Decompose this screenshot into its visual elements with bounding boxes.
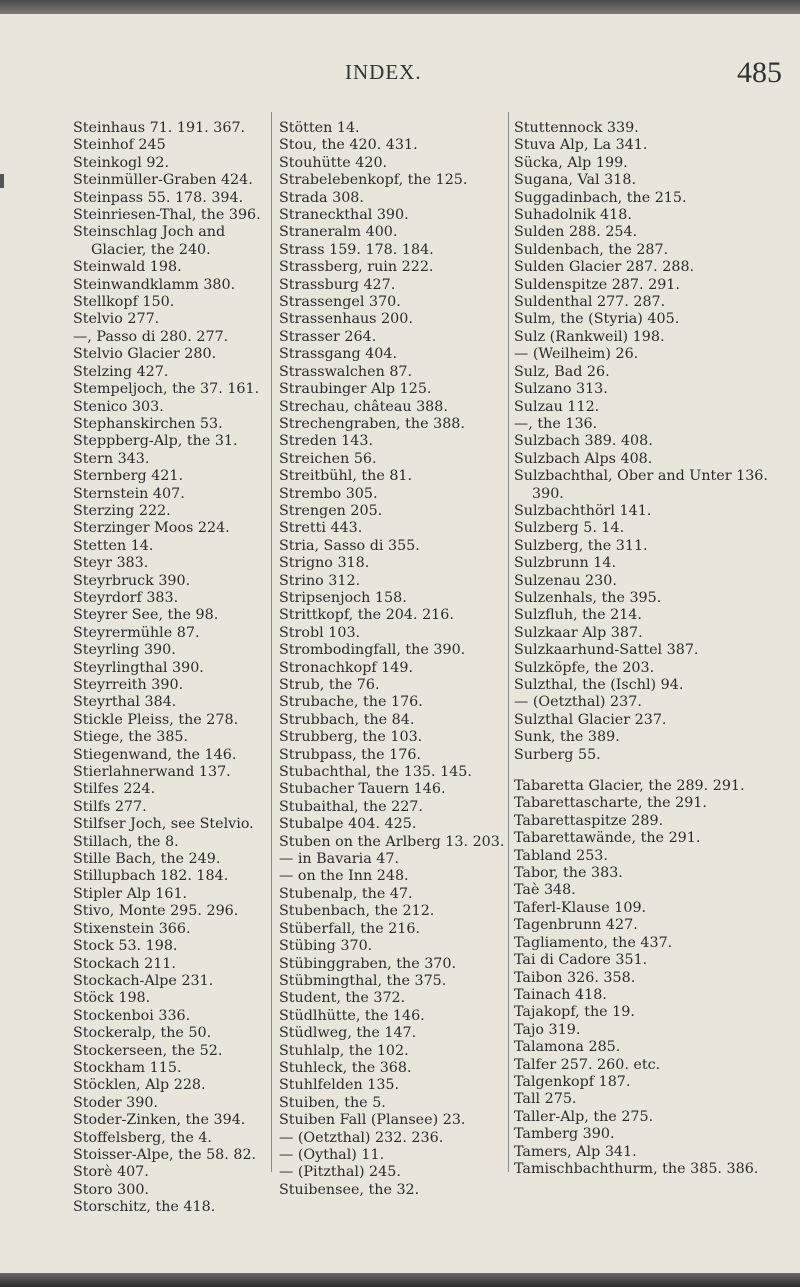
index-entry: Strassgang 404. <box>279 346 397 363</box>
index-entry: Stern 343. <box>73 450 150 467</box>
index-entry: Stübmingthal, the 375. <box>279 972 447 989</box>
index-entry: Sulzköpfe, the 203. <box>514 659 655 676</box>
index-entry: Sulzbachthörl 141. <box>514 502 652 519</box>
index-entry: Stockham 115. <box>73 1059 182 1076</box>
index-entry: Stipler Alp 161. <box>73 885 188 902</box>
index-entry: Stüberfall, the 216. <box>279 920 421 937</box>
index-entry: Strassenhaus 200. <box>279 311 413 328</box>
index-entry: Sücka, Alp 199. <box>514 154 628 171</box>
index-entry: —, Passo di 280. 277. <box>73 328 229 345</box>
index-entry: Storschitz, the 418. <box>73 1199 216 1216</box>
index-entry: Sulzkaarhund-Sattel 387. <box>514 642 699 659</box>
index-entry: Tagenbrunn 427. <box>514 917 638 934</box>
index-entry: Stiege, the 385. <box>73 729 189 746</box>
index-entry: Stockeralp, the 50. <box>73 1025 212 1042</box>
index-entry: Surberg 55. <box>514 746 601 763</box>
index-entry: Stoder 390. <box>73 1094 158 1111</box>
index-entry: Stilfs 277. <box>73 798 147 815</box>
index-entry: Strembo 305. <box>279 485 378 502</box>
index-entry: Stelvio 277. <box>73 311 160 328</box>
running-head: INDEX. <box>345 60 422 84</box>
index-entry: Strechau, château 388. <box>279 398 448 415</box>
index-entry: Steyrermühle 87. <box>73 624 200 641</box>
index-entry: Stöcklen, Alp 228. <box>73 1077 206 1094</box>
index-entry: Steyrer See, the 98. <box>73 607 219 624</box>
index-entry: Stuibensee, the 32. <box>279 1181 420 1198</box>
index-entry: Stoffelsberg, the 4. <box>73 1129 212 1146</box>
index-entry: Strubache, the 176. <box>279 694 423 711</box>
index-entry: Tabor, the 383. <box>514 865 623 882</box>
index-entry: Stuva Alp, La 341. <box>514 137 648 154</box>
index-entry: Stoisser-Alpe, the 58. 82. <box>73 1146 257 1163</box>
index-entry: Stenico 303. <box>73 398 164 415</box>
index-entry: Stetten 14. <box>73 537 154 554</box>
index-entry: Sterzing 222. <box>73 502 171 519</box>
index-entry: Stuhlalp, the 102. <box>279 1042 409 1059</box>
index-entry: Tabland 253. <box>514 847 608 864</box>
index-entry: Sternstein 407. <box>73 485 185 502</box>
index-entry: Steyrreith 390. <box>73 677 184 693</box>
index-entry: Sugana, Val 318. <box>514 172 636 189</box>
index-entry: Stillupbach 182. 184. <box>73 868 229 885</box>
index-entry: Steinwandklamm 380. <box>73 276 236 293</box>
index-entry: Stuiben, the 5. <box>279 1094 386 1111</box>
index-entry: Stou, the 420. 431. <box>279 137 418 154</box>
index-entry: Sunk, the 389. <box>514 729 620 746</box>
index-entry: Stuttennock 339. <box>514 120 639 136</box>
index-entry: Tajakopf, the 19. <box>514 1004 635 1021</box>
index-entry: Tamberg 390. <box>514 1126 615 1143</box>
index-entry: Tabaretta Glacier, the 289. 291. <box>514 778 745 795</box>
index-entry: Stübinggraben, the 370. <box>279 955 457 972</box>
index-entry: — in Bavaria 47. <box>279 851 400 868</box>
index-entry: Talfer 257. 260. etc. <box>514 1056 661 1073</box>
index-entry: Stuben on the Arlberg 13. 203. <box>279 833 505 850</box>
index-entry: Stivo, Monte 295. 296. <box>73 903 239 920</box>
index-entry: Steyrdorf 383. <box>73 589 179 606</box>
index-entry: Strombodingfall, the 390. <box>279 642 466 659</box>
index-entry: Stockenboi 336. <box>73 1007 191 1024</box>
scan-top-edge <box>0 0 800 14</box>
index-entry: Strigno 318. <box>279 555 370 572</box>
index-entry: Sulz, Bad 26. <box>514 363 610 380</box>
index-entry: Sulzbachthal, Ober and Unter 136. 390. <box>514 468 768 502</box>
index-entry: Stempeljoch, the 37. 161. <box>73 381 260 398</box>
index-entry: Stubachthal, the 135. 145. <box>279 764 472 781</box>
index-entry: Stubenalp, the 47. <box>279 885 413 902</box>
index-entry: Tabarettascharte, the 291. <box>514 795 707 812</box>
index-entry: Sulzfluh, the 214. <box>514 607 642 624</box>
index-entry: Stockach 211. <box>73 955 176 972</box>
index-entry: Tagliamento, the 437. <box>514 934 673 951</box>
index-entry: Steppberg-Alp, the 31. <box>73 433 238 450</box>
index-entry: Stötten 14. <box>279 120 360 136</box>
index-entry: Taller-Alp, the 275. <box>514 1108 654 1125</box>
index-entry: Strada 308. <box>279 189 364 206</box>
index-entry: Tai di Cadore 351. <box>514 952 648 969</box>
index-entry: Suldenthal 277. 287. <box>514 294 666 311</box>
index-entry: Stubaithal, the 227. <box>279 798 423 815</box>
index-column-2 <box>279 120 509 1199</box>
index-entry: Stilfser Joch, see Stelvio. <box>73 816 254 833</box>
index-entry: Steyrling 390. <box>73 642 176 659</box>
index-entry: Storo 300. <box>73 1181 149 1198</box>
index-entry: Tabarettawände, the 291. <box>514 830 701 847</box>
index-entry: Tainach 418. <box>514 986 607 1003</box>
index-entry: Sulzenhals, the 395. <box>514 589 662 606</box>
index-entry: Stockerseen, the 52. <box>73 1042 223 1059</box>
index-entry: Tamischbachthurm, the 385. 386. <box>514 1160 759 1177</box>
index-entry: Sulzberg 5. 14. <box>514 520 625 537</box>
index-entry: Strass 159. 178. 184. <box>279 241 434 258</box>
index-entry: Straneralm 400. <box>279 224 398 241</box>
index-entry: Stuhleck, the 368. <box>279 1059 412 1076</box>
index-entry: Tajo 319. <box>514 1021 581 1038</box>
index-entry: Stronachkopf 149. <box>279 659 414 676</box>
index-entry: Tamers, Alp 341. <box>514 1143 637 1160</box>
index-entry: Sulzau 112. <box>514 398 600 415</box>
index-entry: Stiegenwand, the 146. <box>73 746 237 763</box>
index-entry: Stellkopf 150. <box>73 294 175 311</box>
index-entry: Sulzkaar Alp 387. <box>514 624 643 641</box>
index-entry: Steinhaus 71. 191. 367. <box>73 120 246 136</box>
index-entry: Stüdlhütte, the 146. <box>279 1007 425 1024</box>
index-entry: Stubenbach, the 212. <box>279 903 435 920</box>
index-entry: Stripsenjoch 158. <box>279 589 407 606</box>
index-entry: Stouhütte 420. <box>279 154 388 171</box>
index-entry: Steinmüller-Graben 424. <box>73 172 253 189</box>
index-entry: Stuiben Fall (Plansee) 23. <box>279 1112 466 1129</box>
index-entry: Sulzbach Alps 408. <box>514 450 653 467</box>
index-column-1 <box>73 120 273 1217</box>
index-entry: Straubinger Alp 125. <box>279 381 432 398</box>
index-entry: Strubbach, the 84. <box>279 711 415 728</box>
index-entry: Stille Bach, the 249. <box>73 851 221 868</box>
index-entry: Stöck 198. <box>73 990 151 1007</box>
index-entry: Sulz (Rankweil) 198. <box>514 328 665 345</box>
index-entry: Steinkogl 92. <box>73 154 170 171</box>
index-entry: Suldenspitze 287. 291. <box>514 276 680 293</box>
index-entry: Talamona 285. <box>514 1039 621 1056</box>
index-entry: Strasser 264. <box>279 328 377 345</box>
index-entry: Stelzing 427. <box>73 363 169 380</box>
index-entry: Strobl 103. <box>279 624 361 641</box>
index-entry: Stria, Sasso di 355. <box>279 537 420 554</box>
index-entry: Sulzthal Glacier 237. <box>514 711 667 728</box>
index-entry: Steinschlag Joch and Glacier, the 240. <box>73 224 226 258</box>
index-entry: — on the Inn 248. <box>279 868 409 885</box>
index-entry: Sulzbrunn 14. <box>514 555 616 572</box>
index-entry: Taferl-Klause 109. <box>514 899 647 916</box>
index-entry: Steyrbruck 390. <box>73 572 191 589</box>
index-entry: Stockach-Alpe 231. <box>73 972 214 989</box>
index-entry: Sterzinger Moos 224. <box>73 520 230 537</box>
index-entry: Suhadolnik 418. <box>514 207 632 224</box>
index-entry: Talgenkopf 187. <box>514 1073 631 1090</box>
index-entry: Strasswalchen 87. <box>279 363 413 380</box>
index-entry: Strengen 205. <box>279 502 383 519</box>
index-entry: Stillach, the 8. <box>73 833 179 850</box>
index-entry: Stoder-Zinken, the 394. <box>73 1112 246 1129</box>
page-header <box>0 56 800 110</box>
index-column-3 <box>514 120 792 1178</box>
index-entry: Steyr 383. <box>73 555 149 572</box>
index-entry: Steinpass 55. 178. 394. <box>73 189 244 206</box>
index-entry: Stüdlweg, the 147. <box>279 1025 417 1042</box>
index-entry: — (Weilheim) 26. <box>514 346 639 363</box>
scan-margin-mark <box>0 174 4 188</box>
index-entry: Tabarettaspitze 289. <box>514 812 664 829</box>
index-entry: Steinwald 198. <box>73 259 182 276</box>
index-entry: Stubalpe 404. 425. <box>279 816 417 833</box>
scan-bottom-edge <box>0 1273 800 1287</box>
index-entry: Strechengraben, the 388. <box>279 415 465 432</box>
index-entry: Sulzenau 230. <box>514 572 617 589</box>
index-entry: Stixenstein 366. <box>73 920 191 937</box>
index-entry: Taè 348. <box>514 882 576 899</box>
index-entry: Steyrlingthal 390. <box>73 659 204 676</box>
index-entry: Stelvio Glacier 280. <box>73 346 217 363</box>
index-entry: — (Pitzthal) 245. <box>279 1164 401 1181</box>
index-entry: Suggadinbach, the 215. <box>514 189 687 206</box>
index-entry: Strubberg, the 103. <box>279 729 423 746</box>
index-entry: Strabelebenkopf, the 125. <box>279 172 468 189</box>
index-entry: Sulden Glacier 287. 288. <box>514 259 695 276</box>
index-entry: Sulzthal, the (Ischl) 94. <box>514 677 684 693</box>
index-entry: Strub, the 76. <box>279 677 380 693</box>
index-entry: Strittkopf, the 204. 216. <box>279 607 454 624</box>
index-entry: Straneckthal 390. <box>279 207 409 224</box>
index-entry: Sulzano 313. <box>514 381 608 398</box>
index-entry: Strubpass, the 176. <box>279 746 421 763</box>
index-entry: Sulm, the (Styria) 405. <box>514 311 680 328</box>
index-entry: Student, the 372. <box>279 990 406 1007</box>
index-entry: Sulden 288. 254. <box>514 224 638 241</box>
index-entry: Stretti 443. <box>279 520 363 537</box>
index-entry: Strassburg 427. <box>279 276 396 293</box>
index-entry: —, the 136. <box>514 415 598 432</box>
index-entry: Strassberg, ruin 222. <box>279 259 434 276</box>
index-entry: Sulzberg, the 311. <box>514 537 648 554</box>
index-entry: Stilfes 224. <box>73 781 156 798</box>
index-entry: Sulzbach 389. 408. <box>514 433 653 450</box>
index-entry: Tall 275. <box>514 1091 577 1108</box>
index-entry: — (Oythal) 11. <box>279 1146 385 1163</box>
index-entry: Stübing 370. <box>279 938 373 955</box>
index-entry: — (Oetzthal) 232. 236. <box>279 1129 444 1146</box>
index-entry: Steyrthal 384. <box>73 694 177 711</box>
index-entry: Strino 312. <box>279 572 361 589</box>
index-entry: Taibon 326. 358. <box>514 969 636 986</box>
index-entry: Streden 143. <box>279 433 374 450</box>
index-entry: Strassengel 370. <box>279 294 401 311</box>
page-number: 485 <box>737 56 782 89</box>
index-entry: Suldenbach, the 287. <box>514 241 669 258</box>
index-entry: Stubacher Tauern 146. <box>279 781 446 798</box>
index-entry: Streitbühl, the 81. <box>279 468 413 485</box>
index-entry: Steinriesen-Thal, the 396. <box>73 207 261 224</box>
index-entry: Stock 53. 198. <box>73 938 178 955</box>
index-entry: Streichen 56. <box>279 450 377 467</box>
index-entry: — (Oetzthal) 237. <box>514 694 642 711</box>
index-entry: Stickle Pleiss, the 278. <box>73 711 239 728</box>
index-entry: Sternberg 421. <box>73 468 184 485</box>
index-entry: Stierlahnerwand 137. <box>73 764 231 781</box>
index-entry: Steinhof 245 <box>73 137 166 154</box>
index-entry: Stuhlfelden 135. <box>279 1077 400 1094</box>
index-entry: Stephanskirchen 53. <box>73 415 223 432</box>
index-entry: Storè 407. <box>73 1164 149 1181</box>
